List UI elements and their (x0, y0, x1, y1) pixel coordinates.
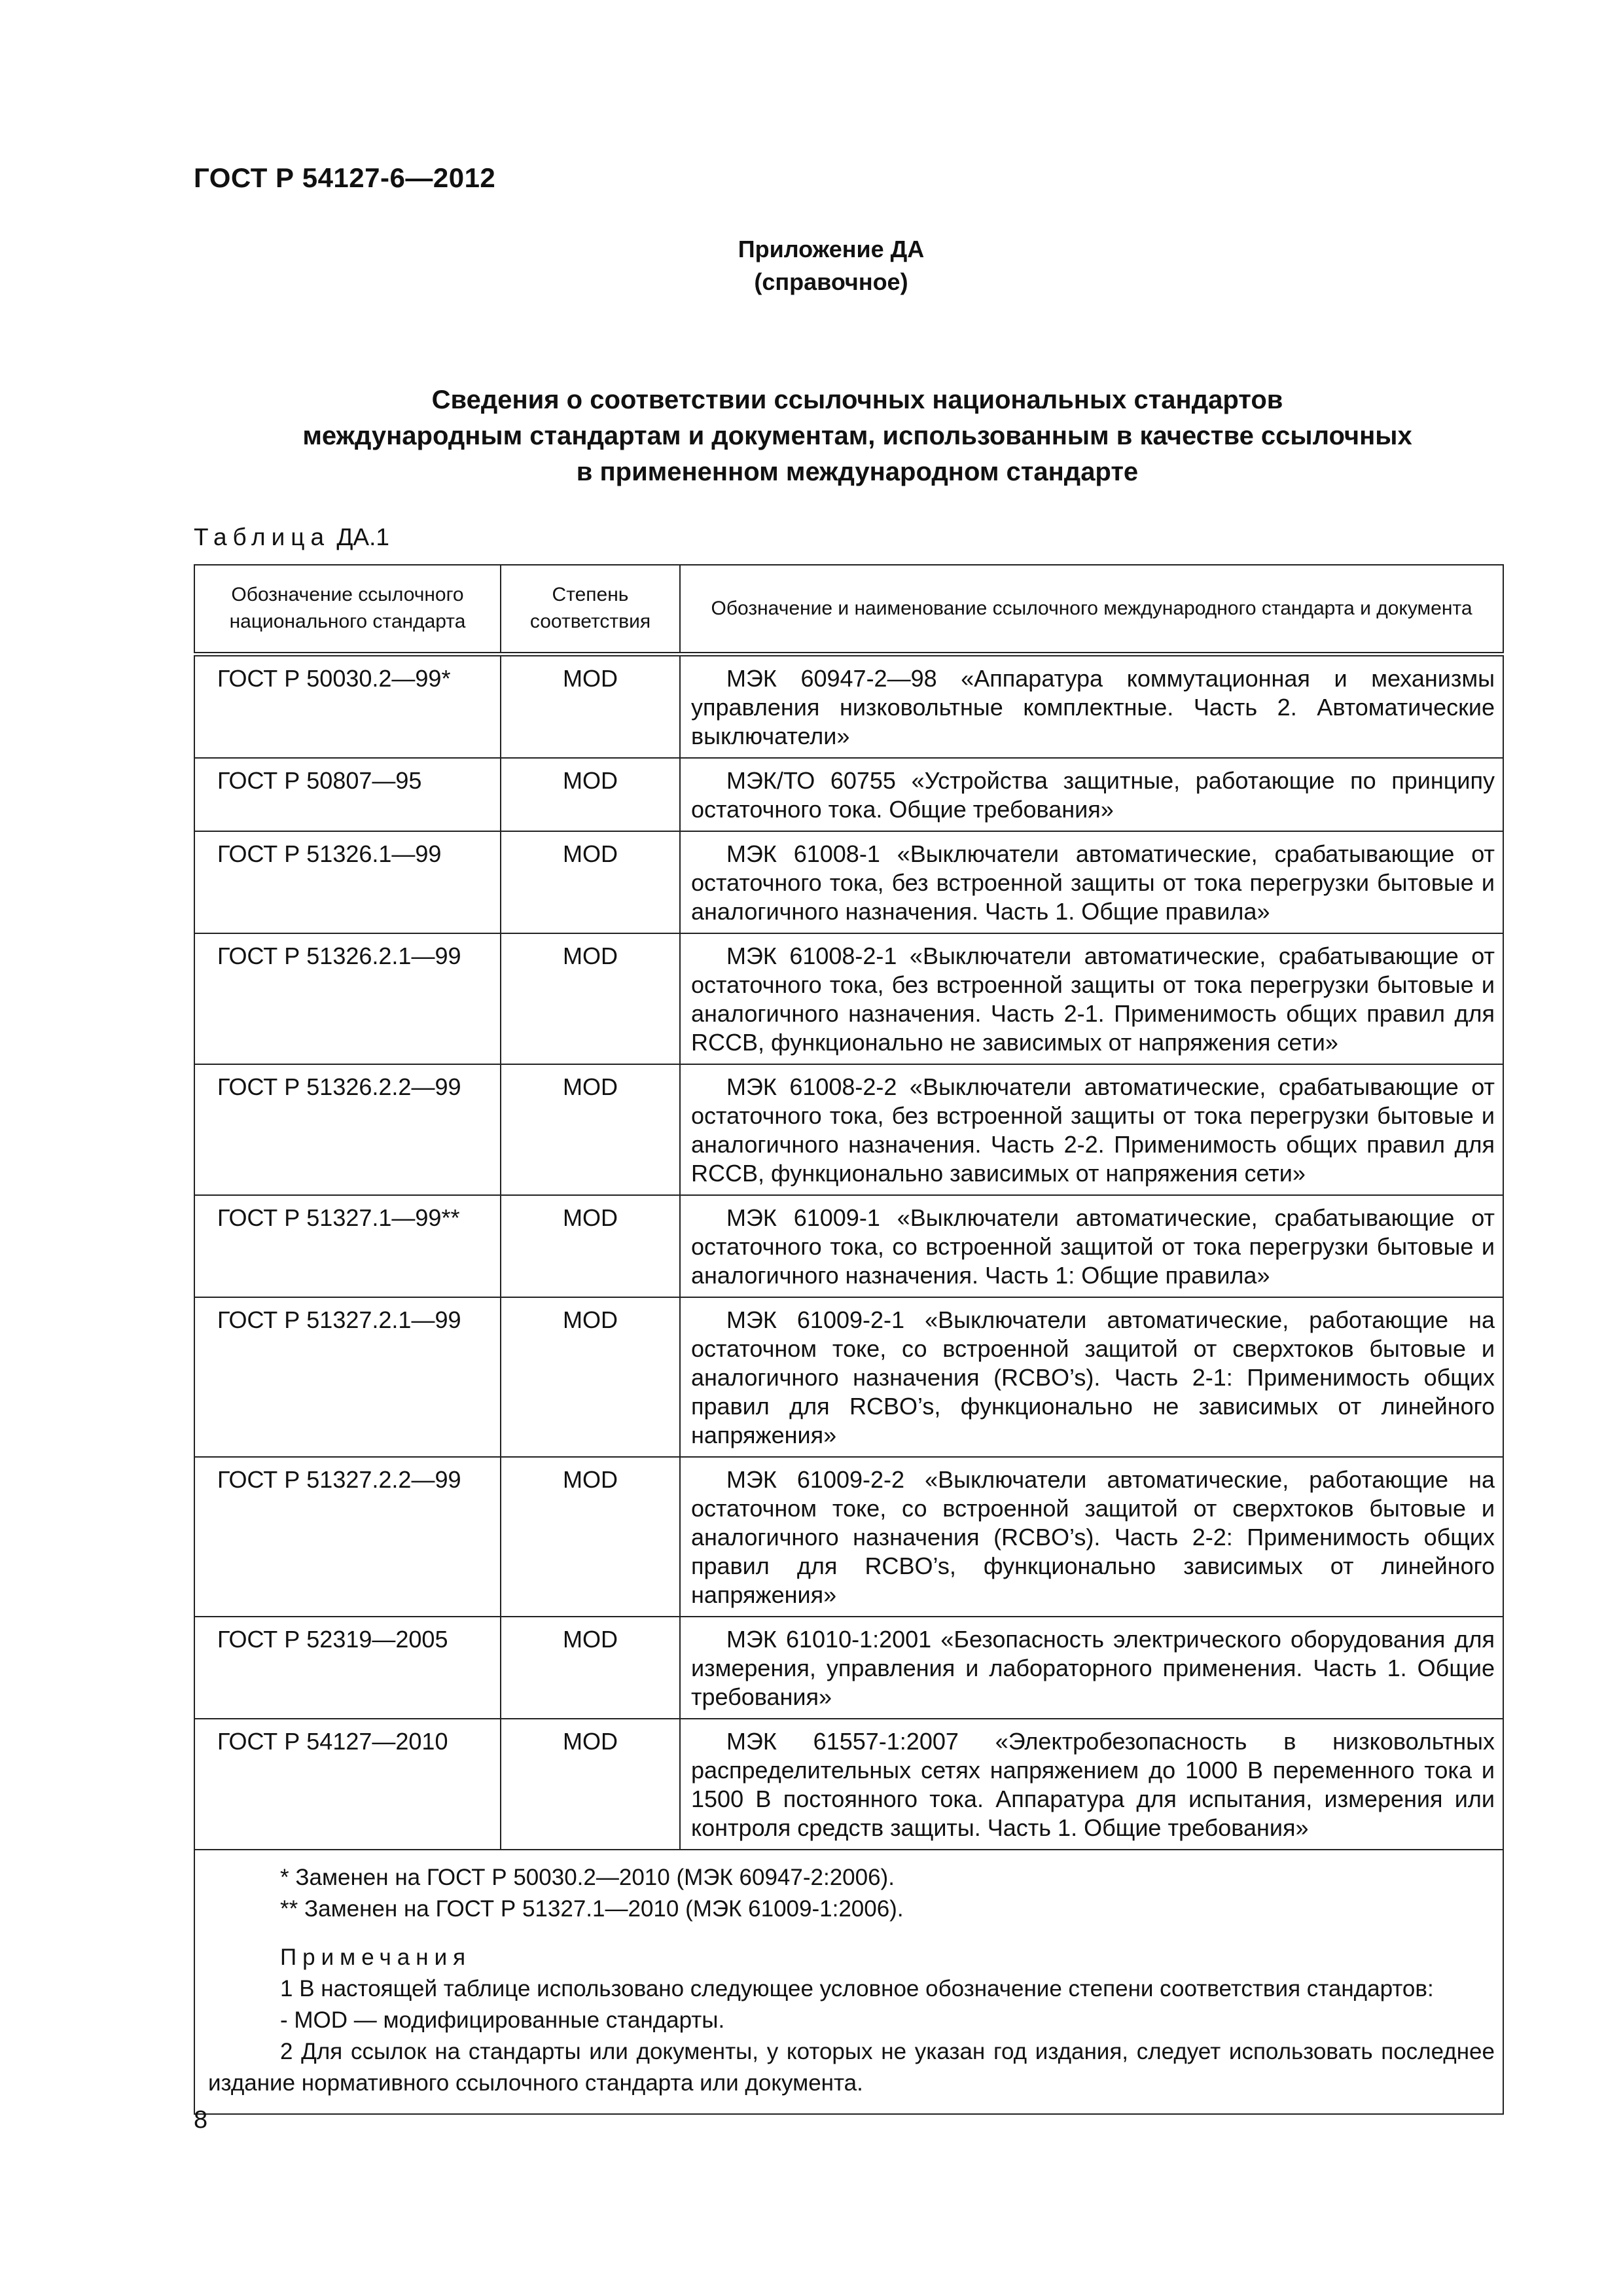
cell-national-standard: ГОСТ Р 51327.2.2—99 (194, 1457, 501, 1617)
table-caption-id: ДА.1 (336, 524, 389, 550)
appendix-heading (0, 233, 1623, 298)
table-notes-row (194, 1850, 1503, 2114)
header-international-standard: Обозначение и наименование ссылочного международного стандарта и документа (680, 565, 1503, 655)
page-number: 8 (194, 2106, 208, 2134)
table-row (194, 1457, 1503, 1617)
cell-conformity: MOD (501, 1719, 680, 1850)
cell-national-standard: ГОСТ Р 50807—95 (194, 758, 501, 831)
standards-table-container (194, 564, 1503, 2115)
table-row (194, 1719, 1503, 1850)
cell-international-standard: МЭК 61010-1:2001 «Безопасность электрического оборудования для измерения, управления и лабораторного применения. Часть 1. Общие требования» (680, 1617, 1503, 1719)
section-title (0, 382, 1623, 490)
cell-international-standard: МЭК 61008-1 «Выключатели автоматические, срабатывающие от остаточного тока, без встроенной защиты от тока перегрузки бытовые и аналогичного назначения. Часть 1. Общие правила» (680, 831, 1503, 933)
standards-table (194, 564, 1504, 2115)
section-title-line: международным стандартам и документам, использованным в качестве ссылочных (302, 422, 1412, 450)
note-item: 1 В настоящей таблице использовано следующее условное обозначение степени соответствия стандартов: (280, 1976, 1434, 2001)
cell-national-standard: ГОСТ Р 51327.1—99** (194, 1195, 501, 1297)
table-header-row (194, 565, 1503, 655)
table-row (194, 933, 1503, 1064)
cell-international-standard: МЭК 61009-2-1 «Выключатели автоматические, работающие на остаточном токе, со встроенной защитой от сверхтоков бытовые и аналогичного назначения (RCBO’s). Часть 2-1: Применимость общих правил для RCBO’s, функционально не зависимых от линейного напряжения» (680, 1297, 1503, 1457)
cell-conformity: MOD (501, 831, 680, 933)
table-row (194, 1297, 1503, 1457)
table-notes-cell (194, 1850, 1503, 2114)
table-row (194, 1064, 1503, 1195)
cell-conformity: MOD (501, 1457, 680, 1617)
table-row (194, 831, 1503, 933)
cell-international-standard: МЭК 61008-2-1 «Выключатели автоматические, срабатывающие от остаточного тока, без встроенной защиты от тока перегрузки бытовые и аналогичного назначения. Часть 2-1. Применимость общих правил для RCCB, функционально не зависимых от напряжения сети» (680, 933, 1503, 1064)
table-row (194, 758, 1503, 831)
note-item: 2 Для ссылок на стандарты или документы, у которых не указан год издания, следует использовать последнее издание нормативного ссылочного стандарта или документа. (208, 2039, 1495, 2096)
cell-international-standard: МЭК/ТО 60755 «Устройства защитные, работающие по принципу остаточного тока. Общие требования» (680, 758, 1503, 831)
cell-conformity: MOD (501, 655, 680, 759)
header-national-standard: Обозначение ссылочного национального стандарта (194, 565, 501, 655)
note-item: - MOD — модифицированные стандарты. (280, 2007, 725, 2033)
footnote: * Заменен на ГОСТ Р 50030.2—2010 (МЭК 60947-2:2006). (280, 1865, 895, 1890)
cell-international-standard: МЭК 60947-2—98 «Аппаратура коммутационная и механизмы управления низковольтные комплектные. Часть 2. Автоматические выключатели» (680, 655, 1503, 759)
document-code: ГОСТ Р 54127-6—2012 (194, 162, 496, 193)
table-caption (194, 524, 389, 551)
cell-conformity: MOD (501, 1195, 680, 1297)
cell-national-standard: ГОСТ Р 51326.2.2—99 (194, 1064, 501, 1195)
cell-national-standard: ГОСТ Р 52319—2005 (194, 1617, 501, 1719)
cell-conformity: MOD (501, 933, 680, 1064)
cell-international-standard: МЭК 61008-2-2 «Выключатели автоматические, срабатывающие от остаточного тока, без встроенной защиты от тока перегрузки бытовые и аналогичного назначения. Часть 2-2. Применимость общих правил для RCCB, функционально зависимых от напряжения сети» (680, 1064, 1503, 1195)
notes-heading: Примечания (280, 1945, 472, 1970)
cell-national-standard: ГОСТ Р 50030.2—99* (194, 655, 501, 759)
cell-national-standard: ГОСТ Р 51327.2.1—99 (194, 1297, 501, 1457)
appendix-title: Приложение ДА (738, 236, 925, 262)
cell-conformity: MOD (501, 1617, 680, 1719)
header-conformity-degree: Степень соответствия (501, 565, 680, 655)
table-row (194, 1195, 1503, 1297)
cell-national-standard: ГОСТ Р 51326.1—99 (194, 831, 501, 933)
cell-national-standard: ГОСТ Р 54127—2010 (194, 1719, 501, 1850)
cell-international-standard: МЭК 61009-1 «Выключатели автоматические, срабатывающие от остаточного тока, со встроенной защитой от тока перегрузки бытовые и аналогичного назначения. Часть 1: Общие правила» (680, 1195, 1503, 1297)
table-row (194, 1617, 1503, 1719)
table-caption-word: Таблица (194, 524, 330, 550)
cell-national-standard: ГОСТ Р 51326.2.1—99 (194, 933, 501, 1064)
cell-international-standard: МЭК 61009-2-2 «Выключатели автоматические, работающие на остаточном токе, со встроенной защитой от сверхтоков бытовые и аналогичного назначения (RCBO’s). Часть 2-2: Применимость общих правил для RCBO’s, функционально зависимых от линейного напряжения» (680, 1457, 1503, 1617)
section-title-line: в примененном международном стандарте (576, 457, 1139, 486)
appendix-subtitle: (справочное) (754, 268, 908, 295)
cell-conformity: MOD (501, 758, 680, 831)
section-title-line: Сведения о соответствии ссылочных национальных стандартов (431, 386, 1283, 414)
table-row (194, 655, 1503, 759)
footnote: ** Заменен на ГОСТ Р 51327.1—2010 (МЭК 61009-1:2006). (280, 1896, 904, 1922)
cell-conformity: MOD (501, 1064, 680, 1195)
cell-international-standard: МЭК 61557-1:2007 «Электробезопасность в низковольтных распределительных сетях напряжением до 1000 В переменного тока и 1500 В постоянного тока. Аппаратура для испытания, измерения или контроля средств защиты. Часть 1. Общие требования» (680, 1719, 1503, 1850)
cell-conformity: MOD (501, 1297, 680, 1457)
